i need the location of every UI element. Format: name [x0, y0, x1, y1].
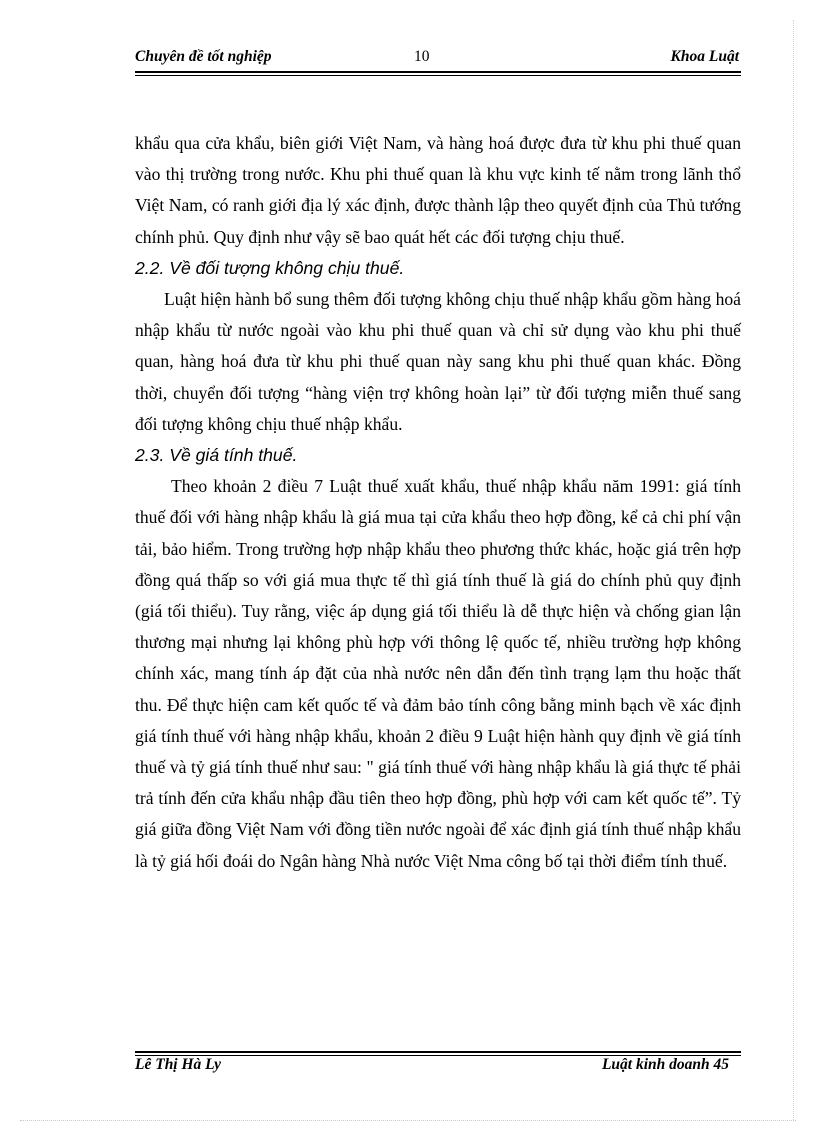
- page-footer: [135, 1056, 741, 1078]
- header-rule-thin: [135, 75, 741, 76]
- page-edge-right: [793, 20, 794, 1120]
- header-faculty: Khoa Luật: [670, 48, 739, 65]
- section-heading-2-2: 2.2. Về đối tượng không chịu thuế.: [135, 257, 405, 278]
- page-header: [135, 48, 741, 70]
- body-paragraph-3: Theo khoản 2 điều 7 Luật thuế xuất khẩu, thuế nhập khẩu năm 1991: giá tính thuế đối với hàng nhập khẩu là giá mua tại cửa khẩu theo hợp đồng, kể cả chi phí vận tải, bảo hiểm. Trong trường hợp nhập khẩu theo phương thức khác, hoặc giá trên hợp đồng quá thấp so với giá mua thực tế thì giá tính thuế là giá do chính phủ quy định (giá tối thiểu). Tuy rằng, việc áp dụng giá tối thiểu là dễ thực hiện và chống gian lận thương mại nhưng lại không phù hợp với thông lệ quốc tế, nhiều trường hợp không chính xác, mang tính áp đặt của nhà nước nên dẫn đến tình trạng lạm thu hoặc thất thu. Để thực hiện cam kết quốc tế và đảm bảo tính công bằng minh bạch về xác định giá tính thuế với hàng nhập khẩu, khoản 2 điều 9 Luật hiện hành quy định về giá tính thuế và tỷ giá tính thuế như sau: " giá tính thuế với hàng nhập khẩu là giá thực tế phải trả tính đến cửa khẩu nhập đầu tiên theo hợp đồng, phù hợp với cam kết quốc tế”. Tỷ giá giữa đồng Việt Nam với đồng tiền nước ngoài để xác định giá tính thuế nhập khẩu là tỷ giá hối đoái do Ngân hàng Nhà nước Việt Nma công bố tại thời điểm tính thuế.: [135, 476, 741, 871]
- document-body: [135, 128, 741, 877]
- footer-class: Luật kinh doanh 45: [601, 1056, 729, 1073]
- page-edge-bottom: [20, 1120, 796, 1121]
- section-heading-2-3: 2.3. Về giá tính thuế.: [135, 445, 298, 466]
- header-document-title: Chuyên đề tốt nghiệp: [135, 48, 272, 65]
- header-rule: [135, 71, 741, 73]
- footer-rule: [135, 1051, 741, 1053]
- body-paragraph-2: Luật hiện hành bổ sung thêm đối tượng không chịu thuế nhập khẩu gồm hàng hoá nhập khẩu từ nước ngoài vào khu phi thuế quan và chỉ sử dụng vào khu phi thuế quan, hàng hoá đưa từ khu phi thuế quan này sang khu phi thuế quan khác. Đồng thời, chuyển đối tượng “hàng viện trợ không hoàn lại” từ đối tượng miễn thuế sang đối tượng không chịu thuế nhập khẩu.: [135, 289, 741, 434]
- body-paragraph-1: khẩu qua cửa khẩu, biên giới Việt Nam, và hàng hoá được đưa từ khu phi thuế quan vào thị trường trong nước. Khu phi thuế quan là khu vực kinh tế nằm trong lãnh thổ Việt Nam, có ranh giới địa lý xác định, được thành lập theo quyết định của Thủ tướng chính phủ. Quy định như vậy sẽ bao quát hết các đối tượng chịu thuế.: [135, 133, 741, 247]
- header-page-number: 10: [414, 48, 430, 65]
- footer-author: Lê Thị Hà Ly: [135, 1056, 221, 1073]
